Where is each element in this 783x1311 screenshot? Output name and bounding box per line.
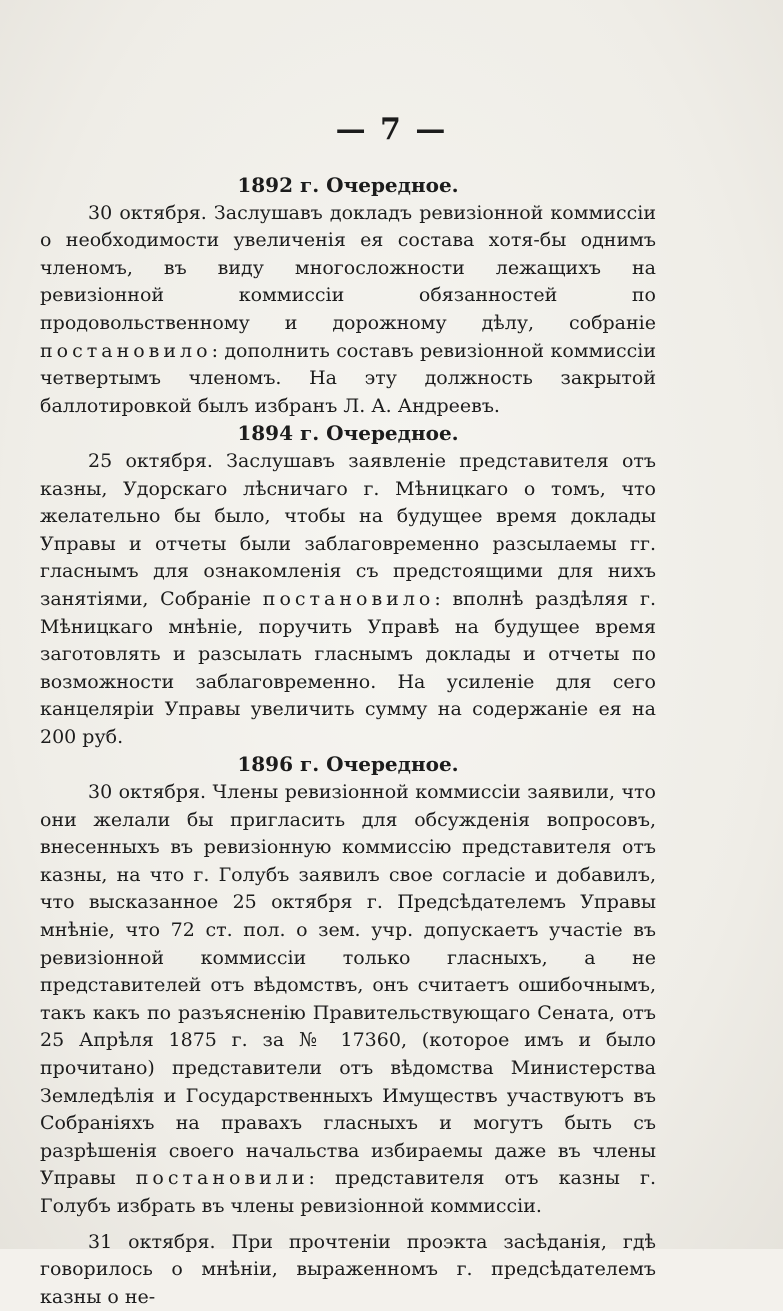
page-number: — 7 — [335,112,448,147]
body-text [40,172,656,1311]
section-1894 [40,420,656,751]
section-heading: 1894 г. Очередное. [237,421,459,446]
spaced-decision-word: постановило [40,339,212,362]
section-heading: 1892 г. Очередное. [237,173,459,197]
spaced-decision-word: постановили [135,1167,309,1190]
paragraph: 25 октября. Заслушавъ заявленiе представителя отъ казны, Удорскаго лѣсничаго г. Мѣницкаго о томъ, что желательно бы было, чтобы на будущее время доклады Управы и отчеты были заблаговременно разсылаемы гг. гласнымъ для ознакомленiя съ предстоящими для нихъ занятiями, Собранiе постановило: вполнѣ раздѣляя г. Мѣницкаго мнѣнiе, поручить Управѣ на будущее время заготовлять и разсылать гласнымъ доклады и отчеты по возможности заблаговременно. На усиленiе для сего канцеляріи Управы увеличить сумму на содержанiе ея на 200 руб. [40,449,656,748]
spaced-decision-word: постановило [262,587,435,610]
section-1892 [40,172,656,420]
paragraph: 30 октября. Заслушавъ докладъ ревизiонной коммиссiи о необходимости увеличенiя ея состава хотя-бы однимъ членомъ, въ виду многосложности лежащихъ на ревизiонной коммиссiи обязанностей по продовольственному и дорожному дѣлу, собранiе постановило: дополнить составъ ревизiонной коммиссiи четвертымъ членомъ. На эту должность закрытой баллотировкой былъ избранъ Л. А. Андреевъ. [40,201,656,417]
section-1896 [40,751,656,1311]
paragraph: 31 октября. При прочтенiи проэкта засѣданiя, гдѣ говорилось о мнѣнiи, выраженномъ г. предсѣдателемъ казны о не- [40,1230,656,1308]
section-heading: 1896 г. Очередное. [237,752,459,777]
paragraph: 30 октября. Члены ревизiонной коммиссiи заявили, что они желали бы пригласить для обсужденiя вопросовъ, внесенныхъ въ ревизiонную коммиссiю представителя отъ казны, на что г. Голубъ заявилъ свое согласiе и добавилъ, что высказанное 25 октября г. Предсѣдателемъ Управы мнѣнiе, что 72 ст. пол. о зем. учр. допускаетъ участiе въ ревизiонной коммиссiи только гласныхъ, а не представителей отъ вѣдомствъ, онъ считаетъ ошибочнымъ, такъ какъ по разъясненiю Правительствующаго Сената, отъ 25 Апрѣля 1875 г. за № 17360, (которое имъ и было прочитано) представители отъ вѣдомства Министерства Земледѣлiя и Государственныхъ Имуществъ участвуютъ въ Собранiяхъ на правахъ гласныхъ и могутъ быть съ разрѣшенiя своего начальства избираемы даже въ члены Управы постановили: представителя отъ казны г. Голубъ избрать въ члены ревизiонной коммиссiи. [40,781,656,1217]
